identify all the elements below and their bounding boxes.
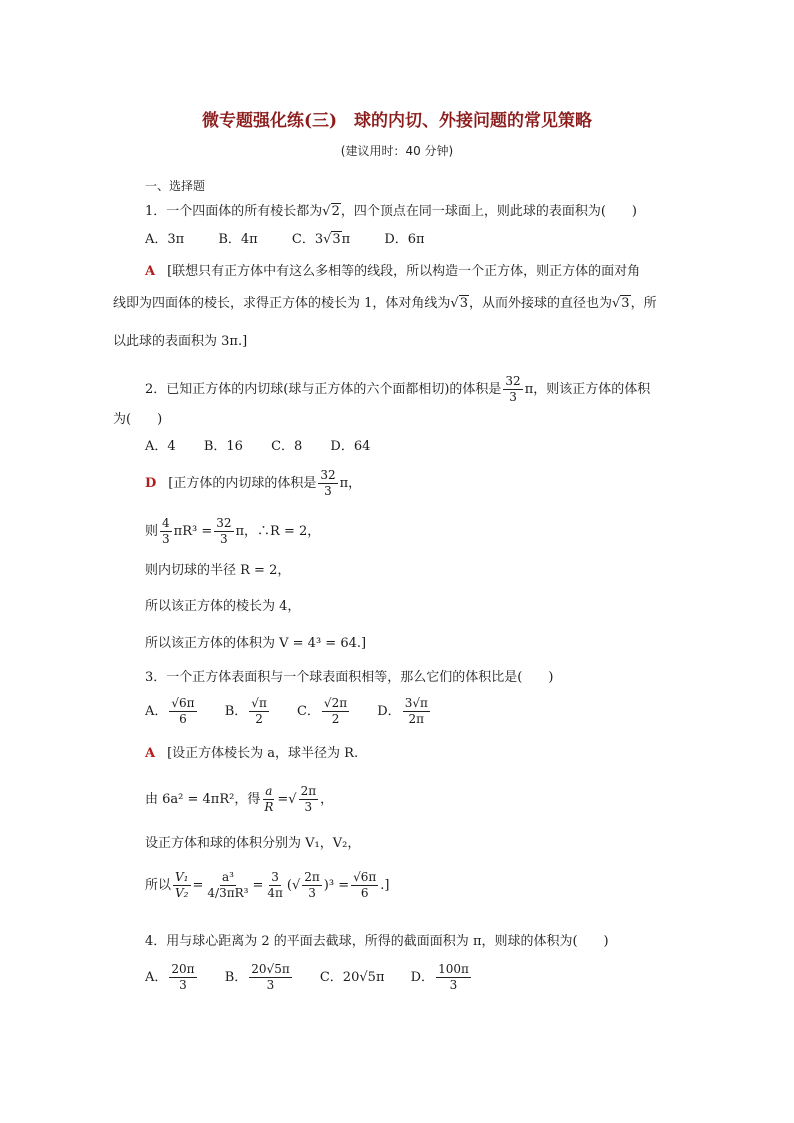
q1-answer: A xyxy=(145,264,156,279)
q4-stem: 4．用与球心距离为 2 的平面去截球，所得的截面面积为 π，则球的体积为( ) xyxy=(145,934,609,949)
q2-solution-line2: 则 $\frac{4}{3}$ πR³ = $\frac{32}{3}$ π，∴R = 2， xyxy=(145,516,321,546)
q2-solution-line4: 所以该正方体的棱长为 4， xyxy=(145,599,301,614)
q2-options: A．4 B．16 C．8 D．64 xyxy=(145,439,371,454)
q2-answer: D xyxy=(145,476,157,491)
page-subtitle: (建议用时：40 分钟) xyxy=(340,144,454,158)
q3-answer: A xyxy=(145,746,156,761)
q4-options: A． $\frac{20\pi}{3}$ B． $\frac{20√5\pi}{3}$ C．20√5π D． $\frac{100\pi}{3}$ xyxy=(145,962,469,992)
page-title: 微专题强化练(三) 球的内切、外接问题的常见策略 xyxy=(201,111,593,131)
q2-solution-line1: D [正方体的内切球的体积是 $\frac{32}{3}$ π， xyxy=(145,468,362,498)
q1-options: A．3π B．4π C．3√3π D．6π xyxy=(145,232,425,247)
q3-solution-line3: 设正方体和球的体积分别为 V₁，V₂， xyxy=(145,836,361,851)
q1-solution-line3: 以此球的表面积为 3π.] xyxy=(113,334,248,349)
q3-solution-line2: 由 6a² = 4πR²，得 $\frac{a}{R}$ =√ $\frac{2\pi}{3}$ ， xyxy=(145,784,334,814)
q1-solution-line2: 线即为四面体的棱长，求得正方体的棱长为 1，体对角线为√3，从而外接球的直径也为√3，所 xyxy=(113,296,657,311)
q3-stem: 3．一个正方体表面积与一个球表面积相等，那么它们的体积比是( ) xyxy=(145,670,554,685)
q1-solution-line1: A [联想只有正方体中有这么多相等的线段，所以构造一个正方体，则正方体的面对角 xyxy=(145,264,641,279)
q2-solution-line5: 所以该正方体的体积为 V = 4³ = 64.] xyxy=(145,636,367,651)
q3-options: A． $\frac{√6\pi}{6}$ B． $\frac{√\pi}{2}$ C． $\frac{√2\pi}{2}$ D． $\frac{3√\pi}{2\pi}$ xyxy=(145,696,428,726)
q3-solution-line1: A [设正方体棱长为 a，球半径为 R. xyxy=(145,746,359,761)
q3-solution-line4: 所以 $\frac{\text{V₁}}{\text{V₂}}$ = $\frac{\text{a³}}{\text{4/3πR³}}$ = $\frac{3}{4\pi}$ (√ $\frac{2\pi}{3}$ )³ = $\frac{√6\pi}{6}$ .] xyxy=(145,870,390,900)
section-heading: 一、选择题 xyxy=(145,179,206,193)
q2-stem: 2．已知正方体的内切球(球与正方体的六个面都相切)的体积是 $\frac{32}{3}$ π，则该正方体的体积 xyxy=(145,374,651,404)
q2-stem-cont: 为( ) xyxy=(113,412,163,427)
q1-stem: 1．一个四面体的所有棱长都为√2，四个顶点在同一球面上，则此球的表面积为( ) xyxy=(145,204,638,219)
q2-solution-line3: 则内切球的半径 R = 2， xyxy=(145,563,291,578)
